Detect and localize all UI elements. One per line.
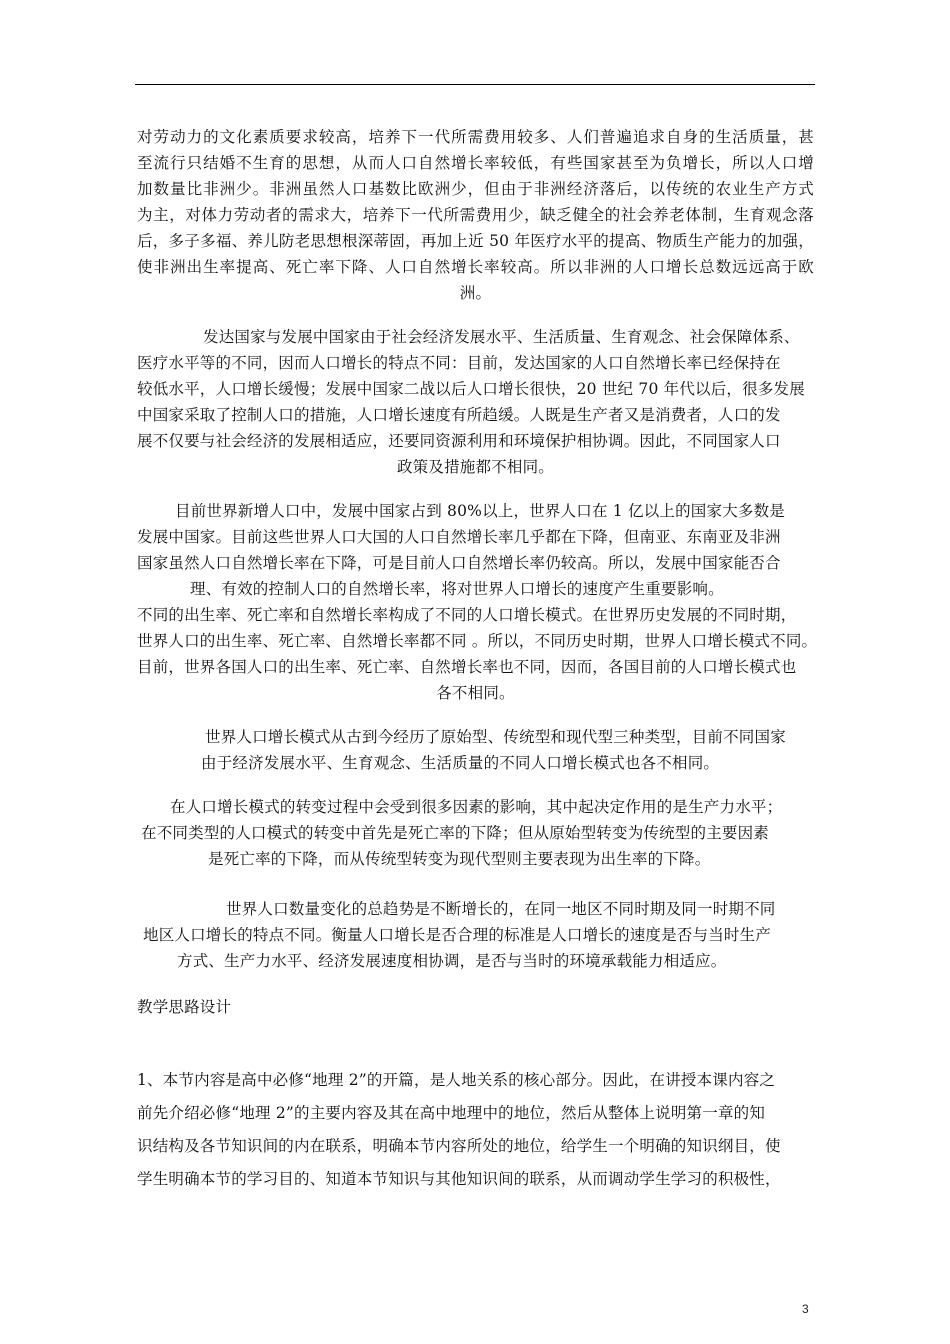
text-line: 1、本节内容是高中必修“地理 2”的开篇，是人地关系的核心部分。因此，在讲授本课内容之 <box>137 1071 776 1089</box>
text-line: 后，多子多福、养儿防老思想根深蒂固，再加上近 50 年医疗水平的提高、物质生产能力的加强， <box>137 232 814 250</box>
text-line: 医疗水平等的不同，因而人口增长的特点不同：目前，发达国家的人口自然增长率已经保持在 <box>137 354 781 372</box>
text-line: 发展中国家。目前这些世界人口大国的人口自然增长率几乎都在下降，但南亚、东南亚及非洲 <box>137 528 781 546</box>
text-line: 由于经济发展水平、生育观念、生活质量的不同人口增长模式也各不相同。 <box>201 754 720 772</box>
text-line: 为主，对体力劳动者的需求大，培养下一代所需费用少，缺乏健全的社会养老体制，生育观念落 <box>137 206 814 224</box>
text-line: 目前，世界各国人口的出生率、死亡率、自然增长率也不同，因而，各国目前的人口增长模式也 <box>137 658 797 676</box>
text-line: 理、有效的控制人口的自然增长率，将对世界人口增长的速度产生重要影响。 <box>190 580 724 598</box>
text-line: 识结构及各节知识间的内在联系，明确本节内容所处的地位，给学生一个明确的知识纲目，使 <box>137 1137 781 1155</box>
text-line: 对劳动力的文化素质要求较高，培养下一代所需费用较多、人们普遍追求自身的生活质量，甚 <box>137 128 814 146</box>
text-line: 在人口增长模式的转变过程中会受到很多因素的影响，其中起决定作用的是生产力水平； <box>170 798 783 816</box>
text-line: 教学思路设计 <box>137 998 232 1016</box>
text-line: 国家虽然人口自然增长率在下降，可是目前人口自然增长率仍较高。所以，发展中国家能否合 <box>137 554 781 572</box>
text-line: 方式、生产力水平、经济发展速度相协调，是否与当时的环境承载能力相适应。 <box>177 952 727 970</box>
text-line: 世界人口的出生率、死亡率、自然增长率都不同 。所以，不同历史时期，世界人口增长模式不同。 <box>137 632 818 650</box>
text-line: 中国家采取了控制人口的措施，人口增长速度有所趋缓。人既是生产者又是消费者，人口的发 <box>137 406 781 424</box>
text-line: 目前世界新增人口中，发展中国家占到 80%以上，世界人口在 1 亿以上的国家大多数是 <box>175 502 785 520</box>
text-line: 洲。 <box>459 284 492 302</box>
text-line: 世界人口增长模式从古到今经历了原始型、传统型和现代型三种类型，目前不同国家 <box>205 728 786 746</box>
text-line: 至流行只结婚不生育的思想，从而人口自然增长率较低，有些国家甚至为负增长，所以人口增 <box>137 154 814 172</box>
text-line: 各不相同。 <box>436 684 515 702</box>
text-line: 使非洲出生率提高、死亡率下降、人口自然增长率较高。所以非洲的人口增长总数远远高于欧 <box>137 258 814 276</box>
text-line: 不同的出生率、死亡率和自然增长率构成了不同的人口增长模式。在世界历史发展的不同时期， <box>137 606 797 624</box>
text-line: 是死亡率的下降，而从传统型转变为现代型则主要表现为出生率的下降。 <box>208 850 711 868</box>
text-line: 发达国家与发展中国家由于社会经济发展水平、生活质量、生育观念、社会保障体系、 <box>203 328 800 346</box>
header-rule <box>135 84 815 85</box>
text-line: 政策及措施都不相同。 <box>396 458 554 476</box>
text-line: 世界人口数量变化的总趋势是不断增长的，在同一地区不同时期及同一时期不同 <box>226 900 776 918</box>
text-line: 展不仅要与社会经济的发展相适应，还要同资源利用和环境保护相协调。因此，不同国家人口 <box>137 432 781 450</box>
text-line: 学生明确本节的学习目的、知道本节知识与其他知识间的联系，从而调动学生学习的积极性， <box>137 1170 781 1188</box>
text-line: 在不同类型的人口模式的转变中首先是死亡率的下降；但从原始型转变为传统型的主要因素 <box>141 824 770 842</box>
text-line: 加数量比非洲少。非洲虽然人口基数比欧洲少，但由于非洲经济落后，以传统的农业生产方式 <box>137 180 814 198</box>
text-line: 较低水平，人口增长缓慢；发展中国家二战以后人口增长很快，20 世纪 70 年代以后，很多发展 <box>137 380 805 398</box>
text-line: 地区人口增长的特点不同。衡量人口增长是否合理的标准是人口增长的速度是否与当时生产 <box>143 926 772 944</box>
text-line: 前先介绍必修“地理 2”的主要内容及其在高中地理中的地位，然后从整体上说明第一章的知 <box>137 1104 766 1122</box>
page-number: 3 <box>802 1302 809 1316</box>
